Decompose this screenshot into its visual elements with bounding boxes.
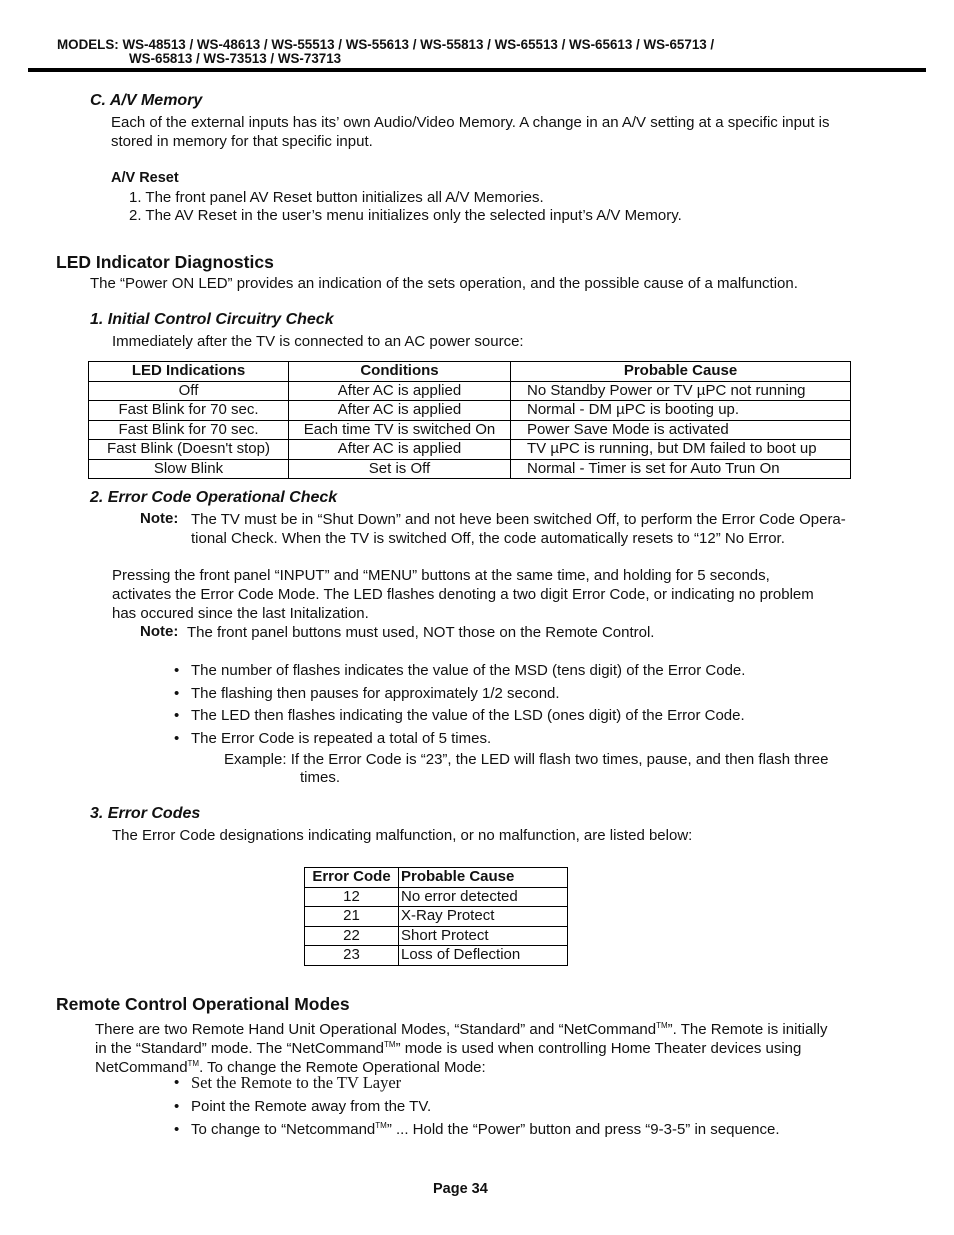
av-memory-body: Each of the external inputs has its’ own Audio/Video Memory. A change in an A/V setting at a specific input is stored in memory for that specific input. — [111, 114, 830, 150]
led-header-conditions: Conditions — [289, 362, 511, 382]
bullet-icon: • — [174, 685, 180, 702]
bullet-3-a: To change to “Netcommand — [191, 1121, 376, 1138]
header-rule — [28, 68, 926, 72]
trademark: TM — [384, 1040, 396, 1049]
error-cause: No error detected — [399, 887, 568, 907]
bullet-icon: • — [174, 707, 180, 724]
led-intro: The “Power ON LED” provides an indication of the sets operation, and the possible cause of a malfunction. — [90, 275, 798, 292]
bullet-icon: • — [174, 662, 180, 679]
bullet-icon: • — [174, 1121, 180, 1138]
models-line-2: WS-65813 / WS-73513 / WS-73713 — [129, 51, 342, 66]
remote-line-2-b: ” mode is used when controlling Home Theater devices using — [395, 1040, 802, 1057]
models-line-1: MODELS: WS-48513 / WS-48613 / WS-55513 / WS-55613 / WS-55813 / WS-65513 / WS-65613 / WS-65713 / — [57, 37, 715, 52]
table-row — [305, 926, 568, 946]
check2-title: 2. Error Code Operational Check — [90, 489, 338, 506]
error-code-header-code: Error Code — [305, 868, 399, 888]
error-code-header-cause: Probable Cause — [399, 868, 568, 888]
led-section-title: LED Indicator Diagnostics — [56, 252, 274, 272]
press-line-3: has occured since the last Initalization. — [112, 605, 369, 622]
trademark: TM — [187, 1059, 200, 1068]
trademark: TM — [375, 1121, 387, 1130]
led-indication: Fast Blink for 70 sec. — [89, 401, 289, 421]
note1-line-1: The TV must be in “Shut Down” and not heve been switched Off, to perform the Error Code Opera- — [191, 511, 846, 528]
bullet-text — [191, 1121, 780, 1138]
bullet-3-b: ” ... Hold the “Power” button and press “9-3-5” in sequence. — [386, 1121, 780, 1138]
error-code: 21 — [305, 907, 399, 927]
led-cause: Normal - DM µPC is booting up. — [511, 401, 851, 421]
error-code: 23 — [305, 946, 399, 966]
led-header-cause: Probable Cause — [511, 362, 851, 382]
led-condition: After AC is applied — [289, 381, 511, 401]
remote-line-3-b: . To change the Remote Operational Mode: — [199, 1059, 486, 1076]
press-line-2: activates the Error Code Mode. The LED flashes denoting a two digit Error Code, or indicating no problem — [112, 586, 814, 603]
led-cause: No Standby Power or TV µPC not running — [511, 381, 851, 401]
example-line-1: Example: If the Error Code is “23”, the LED will flash two times, pause, and then flash three — [224, 751, 829, 768]
table-row — [89, 401, 851, 421]
led-table — [88, 361, 851, 479]
av-memory-title: C. A/V Memory — [90, 92, 203, 109]
press-line-1: Pressing the front panel “INPUT” and “MENU” buttons at the same time, and holding for 5 seconds, — [112, 567, 770, 584]
bullet-text: Point the Remote away from the TV. — [191, 1098, 432, 1115]
bullet-icon: • — [174, 1098, 180, 1115]
av-reset-title: A/V Reset — [111, 170, 179, 186]
bullet-text: The flashing then pauses for approximately 1/2 second. — [191, 685, 560, 702]
models-header — [57, 38, 714, 66]
error-code-header — [305, 868, 568, 888]
error-code-table — [304, 867, 568, 966]
av-reset-item-1: 1. The front panel AV Reset button initializes all A/V Memories. — [129, 189, 544, 206]
remote-line-2-a: in the “Standard” mode. The “NetCommand — [95, 1040, 385, 1057]
av-reset-item-2: 2. The AV Reset in the user’s menu initializes only the selected input’s A/V Memory. — [129, 207, 682, 224]
note1-line-2: tional Check. When the TV is switched Off, the code automatically resets to “12” No Error. — [191, 530, 785, 547]
check1-title: 1. Initial Control Circuitry Check — [90, 311, 334, 328]
bullet-text: The number of flashes indicates the value of the MSD (tens digit) of the Error Code. — [191, 662, 746, 679]
led-indication: Fast Blink (Doesn't stop) — [89, 440, 289, 460]
table-row — [89, 440, 851, 460]
note1-label: Note: — [140, 510, 179, 527]
table-row — [305, 946, 568, 966]
table-row — [89, 420, 851, 440]
led-indication: Slow Blink — [89, 459, 289, 479]
led-header-indications: LED Indications — [89, 362, 289, 382]
bullet-text: Set the Remote to the TV Layer — [191, 1073, 402, 1092]
led-indication: Fast Blink for 70 sec. — [89, 420, 289, 440]
bullet-icon: • — [174, 1074, 180, 1091]
bullet-text: The Error Code is repeated a total of 5 times. — [191, 730, 492, 747]
led-condition: Each time TV is switched On — [289, 420, 511, 440]
error-codes-intro: The Error Code designations indicating malfunction, or no malfunction, are listed below: — [112, 827, 693, 844]
remote-line-3-a: NetCommand — [95, 1059, 188, 1076]
led-indication: Off — [89, 381, 289, 401]
remote-line-1-b: ”. The Remote is initially — [667, 1021, 828, 1038]
table-row — [89, 381, 851, 401]
table-row — [305, 907, 568, 927]
table-row — [305, 887, 568, 907]
example-line-2: times. — [300, 769, 341, 786]
led-table-header — [89, 362, 851, 382]
note2-text: The front panel buttons must used, NOT those on the Remote Control. — [187, 624, 655, 641]
page-number: Page 34 — [433, 1181, 488, 1197]
error-cause: X-Ray Protect — [399, 907, 568, 927]
bullet-text: The LED then flashes indicating the value of the LSD (ones digit) of the Error Code. — [191, 707, 745, 724]
error-code: 12 — [305, 887, 399, 907]
trademark: TM — [656, 1021, 668, 1030]
error-cause: Loss of Deflection — [399, 946, 568, 966]
error-cause: Short Protect — [399, 926, 568, 946]
led-condition: After AC is applied — [289, 401, 511, 421]
remote-line-1-a: There are two Remote Hand Unit Operational Modes, “Standard” and “NetCommand — [95, 1021, 657, 1038]
check1-intro: Immediately after the TV is connected to an AC power source: — [112, 333, 524, 350]
led-cause: TV µPC is running, but DM failed to boot up — [511, 440, 851, 460]
error-codes-title: 3. Error Codes — [90, 805, 201, 822]
led-condition: Set is Off — [289, 459, 511, 479]
led-cause: Normal - Timer is set for Auto Trun On — [511, 459, 851, 479]
note2-label: Note: — [140, 623, 179, 640]
error-code: 22 — [305, 926, 399, 946]
bullet-icon: • — [174, 730, 180, 747]
remote-section-title: Remote Control Operational Modes — [56, 994, 350, 1014]
led-cause: Power Save Mode is activated — [511, 420, 851, 440]
led-condition: After AC is applied — [289, 440, 511, 460]
table-row — [89, 459, 851, 479]
